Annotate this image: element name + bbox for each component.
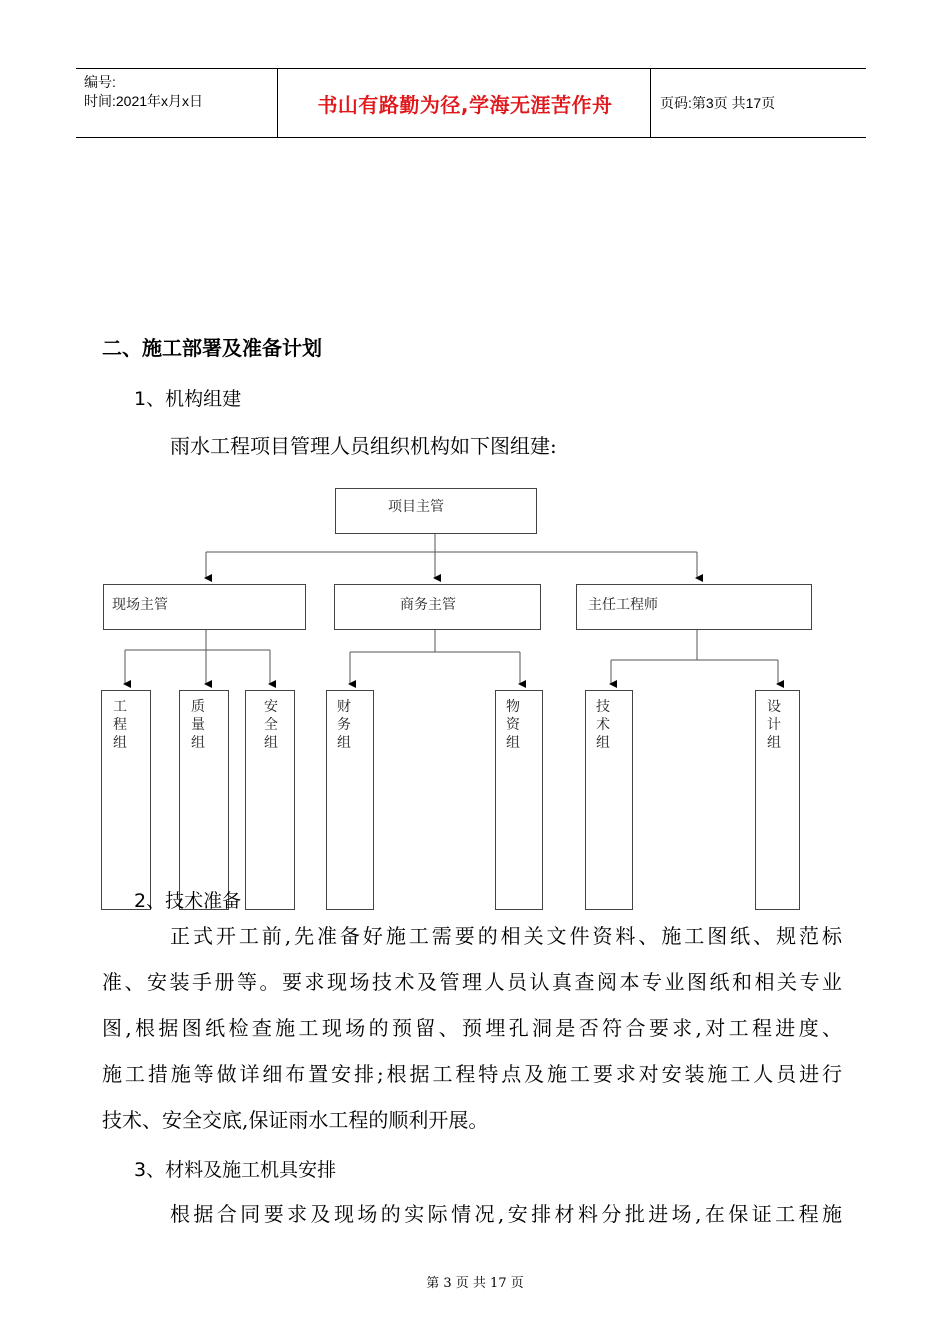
org-group-label: 物资组 — [506, 699, 520, 751]
subsection-3-title: 3、材料及施工机具安排 — [134, 1159, 337, 1181]
org-group-label: 设计组 — [767, 699, 781, 751]
number-label: 编号: — [84, 74, 116, 90]
org-group-label: 安全组 — [264, 699, 278, 751]
paragraph-line: 施工措施等做详细布置安排;根据工程特点及施工要求对安装施工人员进行 — [102, 1062, 842, 1086]
header-meta — [84, 73, 203, 111]
page-footer: 第 3 页 共 17 页 — [426, 1276, 524, 1291]
subsection-1-title: 1、机构组建 — [134, 388, 242, 410]
section-title: 二、施工部署及准备计划 — [102, 336, 322, 360]
paragraph-line: 正式开工前,先准备好施工需要的相关文件资料、施工图纸、规范标 — [170, 924, 842, 948]
org-group-label: 质量组 — [191, 699, 205, 751]
org-level2-label: 主任工程师 — [588, 597, 658, 613]
subsection-1-text: 雨水工程项目管理人员组织机构如下图组建: — [170, 434, 557, 458]
org-level2-label: 现场主管 — [112, 597, 168, 613]
page-header — [76, 68, 866, 138]
time-label: 时间:2021年x月x日 — [84, 93, 204, 109]
org-group-label: 技术组 — [596, 699, 610, 751]
subsection-2-title: 2、技术准备 — [134, 890, 242, 912]
paragraph-line: 准、安装手册等。要求现场技术及管理人员认真查阅本专业图纸和相关专业 — [102, 970, 842, 994]
org-group-label: 财务组 — [337, 699, 351, 751]
org-group-label: 工程组 — [113, 699, 127, 751]
paragraph-line: 图,根据图纸检查施工现场的预留、预埋孔洞是否符合要求,对工程进度、 — [102, 1016, 842, 1040]
paragraph-line: 根据合同要求及现场的实际情况,安排材料分批进场,在保证工程施 — [170, 1202, 842, 1226]
header-motto: 书山有路勤为径,学海无涯苦作舟 — [317, 93, 613, 117]
org-root-label: 项目主管 — [388, 499, 444, 515]
paragraph-line: 技术、安全交底,保证雨水工程的顺利开展。 — [102, 1108, 489, 1132]
org-level2-label: 商务主管 — [400, 597, 456, 613]
header-page-info: 页码:第3页 共17页 — [660, 95, 776, 111]
